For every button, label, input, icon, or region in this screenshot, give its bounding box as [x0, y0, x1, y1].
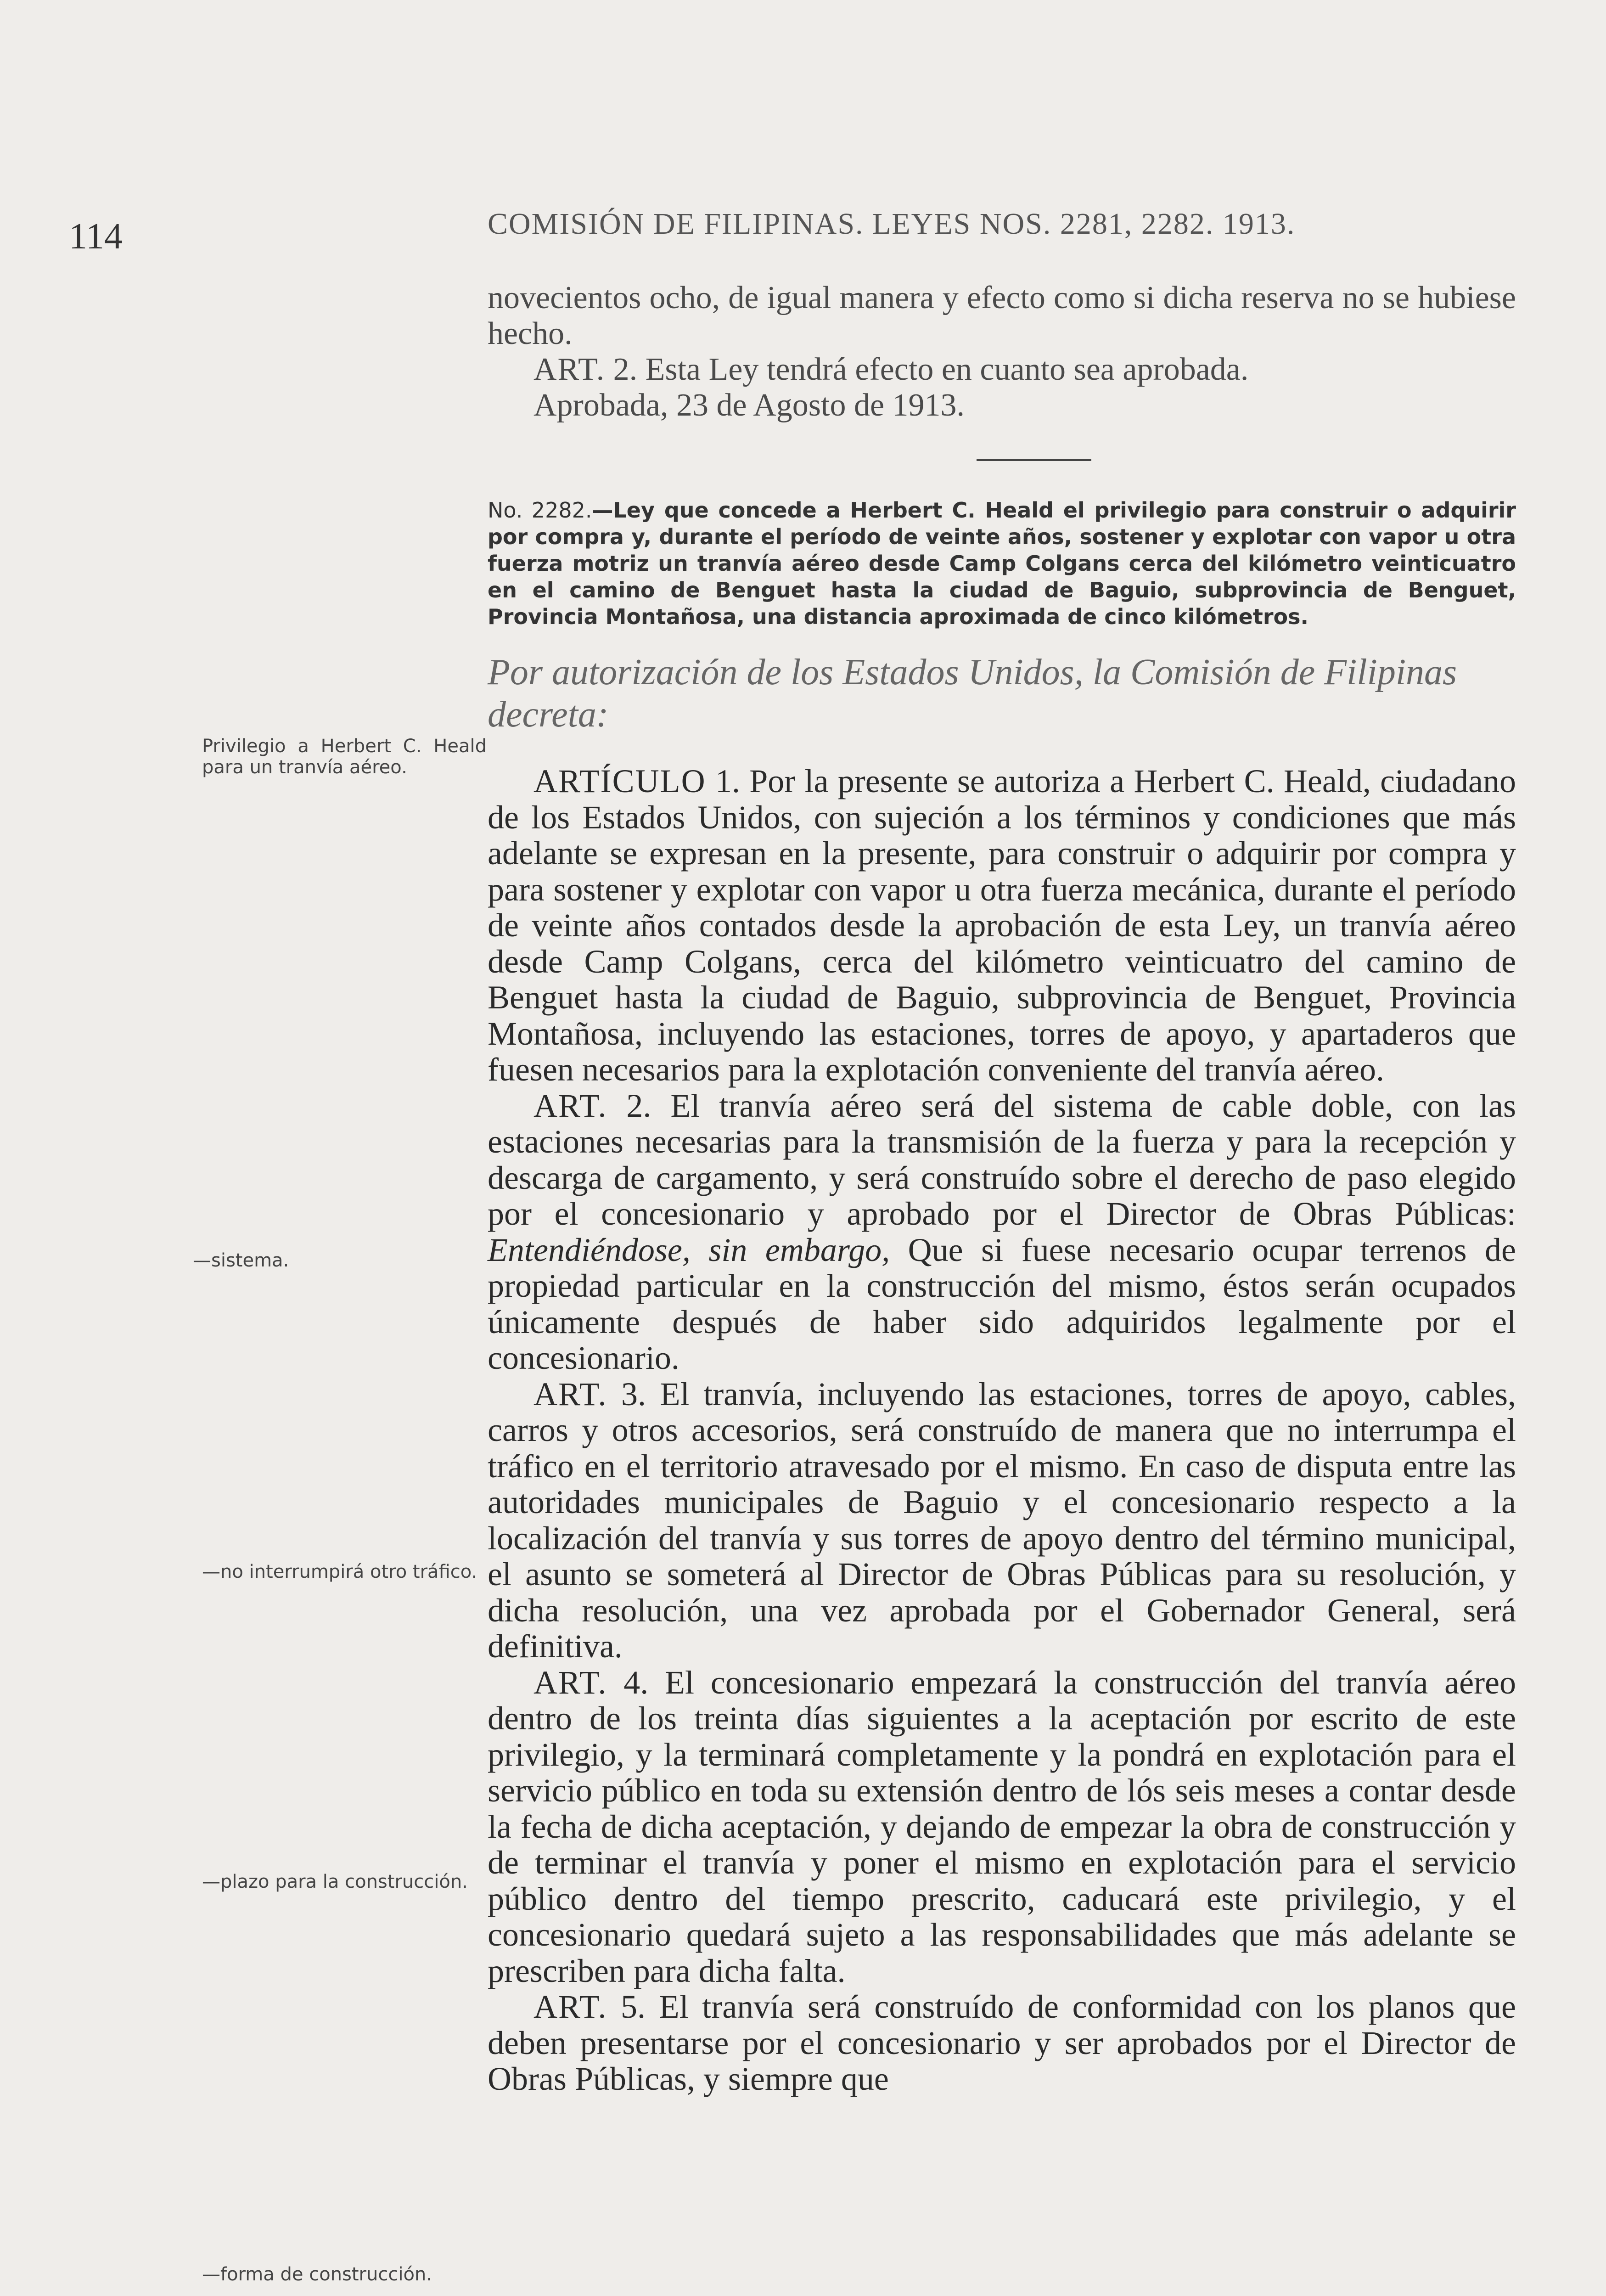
article-2: [488, 1088, 1516, 1376]
article-label: ART.: [533, 1087, 607, 1124]
article-4: [488, 1665, 1516, 1989]
article-5: [488, 1989, 1516, 2097]
article-text-tail: Que si fuese necesario ocupar terrenos de propiedad particular en la construcción del mismo, éstos serán ocupados únicamente después de haber sido adquiridos legalmente por el concesionario.: [488, 1231, 1516, 1376]
article-label: ART.: [533, 352, 606, 387]
act-summary: [488, 497, 1516, 630]
act-summary-text: —Ley que concede a Herbert C. Heald el privilegio para construir o adquirir por compra y, durante el período de veinte años, sostener y explotar con vapor u otra fuerza motriz un tranvía aéreo desde Camp Colgans cerca del kilómetro veinticuatro en el camino de Benguet hasta la ciudad de Baguio, subprovincia de Benguet, Provincia Montañosa, una distancia aproximada de cinco kilómetros.: [488, 498, 1516, 629]
article-label: ART.: [533, 1375, 607, 1412]
article-label: ART.: [533, 1664, 607, 1701]
margin-note-privilege: Privilegio a Herbert C. Heald para un tranvía aéreo.: [202, 736, 487, 778]
margin-note-construction-term: —plazo para la construcción.: [202, 1871, 468, 1892]
previous-act-approval: Aprobada, 23 de Agosto de 1913.: [533, 388, 965, 423]
section-divider: [977, 459, 1091, 461]
act-number: No. 2282.: [488, 498, 592, 523]
margin-note-system: —sistema.: [193, 1250, 289, 1271]
article-text: 2. El tranvía aéreo será del sistema de cable doble, con las estaciones necesarias para la transmisión de la fuerza y para la recepción y descarga de cargamento, y será construído sobre el derecho de paso elegido por el concesionario y aprobado por el Director de Obras Públicas:: [488, 1087, 1516, 1232]
article-proviso: Entendiéndose, sin embargo,: [488, 1231, 890, 1268]
article-1: [488, 763, 1516, 1088]
article-text: 1. Por la presente se autoriza a Herbert C. Heald, ciudadano de los Estados Unidos, con sujeción a los términos y condiciones que más adelante se expresan en la presente, para construir o adquirir por compra y para sostener y explotar con vapor u otra fuerza mecánica, durante el período de veinte años contados desde la aprobación de esta Ley, un tranvía aéreo desde Camp Colgans, cerca del kilómetro veinticuatro del camino de Benguet hasta la ciudad de Baguio, subprovincia de Benguet, Provincia Montañosa, incluyendo las estaciones, torres de apoyo, y apartaderos que fuesen necesarios para la explotación conveniente del tranvía aéreo.: [488, 763, 1516, 1088]
previous-act-article-2: [488, 352, 1516, 388]
article-text: 5. El tranvía será construído de conformidad con los planos que deben presentarse por el concesionario y ser aprobados por el Director de Obras Públicas, y siempre que: [488, 1988, 1516, 2097]
article-text: 4. El concesionario empezará la construcción del tranvía aéreo dentro de los treinta días siguientes a la aceptación por escrito de este privilegio, y la terminará completamente y la pondrá en explotación para el servicio público en toda su extensión dentro de lós seis meses a contar desde la fecha de dicha aceptación, y dejando de empezar la obra de construcción y de terminar el tranvía y poner el mismo en explotación para el servicio público dentro del tiempo prescrito, caducará este privilegio, y el concesionario quedará sujeto a las responsabilidades que más adelante se prescriben para dicha falta.: [488, 1664, 1516, 1989]
article-3: [488, 1376, 1516, 1665]
article-text: 2. Esta Ley tendrá efecto en cuanto sea aprobada.: [613, 352, 1249, 387]
article-label: ARTÍCULO: [533, 763, 706, 799]
running-head: COMISIÓN DE FILIPINAS. LEYES NOS. 2281, 2282. 1913.: [488, 207, 1296, 241]
margin-note-construction-form: —forma de construcción.: [202, 2264, 432, 2285]
page-number: 114: [69, 216, 123, 257]
article-text: 3. El tranvía, incluyendo las estaciones, torres de apoyo, cables, carros y otros accesorios, será construído de manera que no interrumpa el tráfico en el territorio atravesado por el mismo. En caso de disputa entre las autoridades municipales de Baguio y el concesionario respecto a la localización del tranvía y sus torres de apoyo dentro del término municipal, el asunto se someterá al Director de Obras Públicas para su resolución, y dicha resolución, una vez aprobada por el Gobernador General, será definitiva.: [488, 1375, 1516, 1665]
enacting-clause: Por autorización de los Estados Unidos, la Comisión de Filipinas decreta:: [488, 652, 1457, 735]
previous-act-continuation: novecientos ocho, de igual manera y efecto como si dicha reserva no se hubiese hecho.: [488, 280, 1516, 351]
margin-note-traffic: —no interrumpirá otro tráfico.: [202, 1561, 477, 1582]
text-column: [488, 280, 1516, 2097]
article-label: ART.: [533, 1988, 607, 2025]
